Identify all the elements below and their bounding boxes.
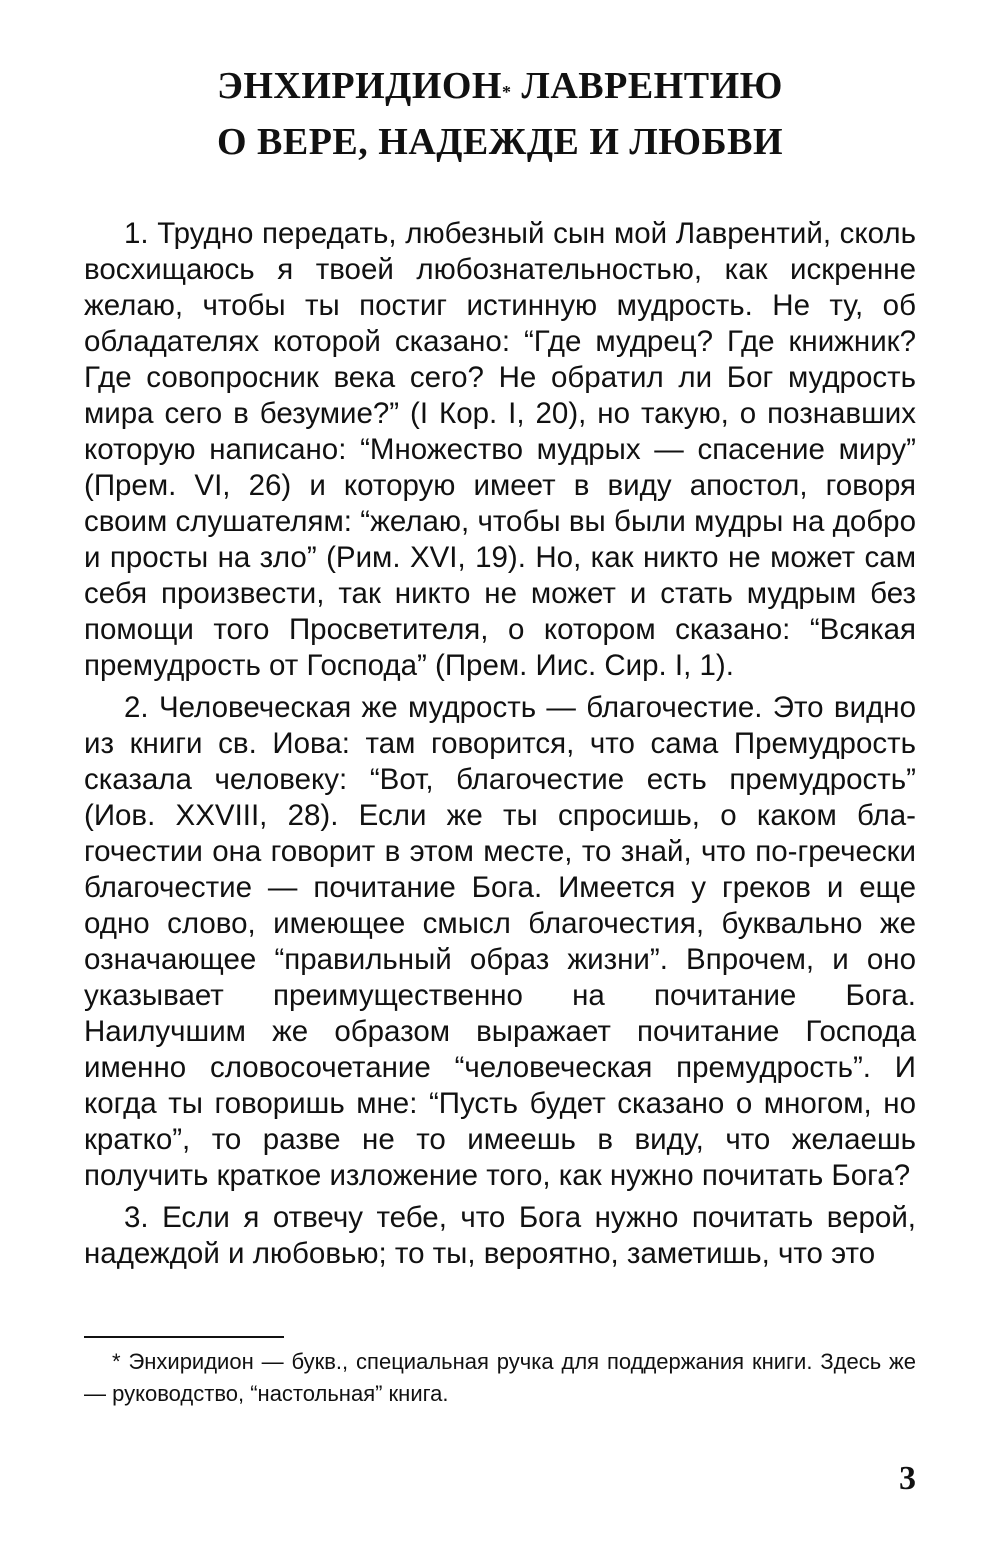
paragraph-2: 2. Человеческая же мудрость — благочестие. Это видно из книги св. Иова: там говорится, что сама Премудрость сказала человеку: “Вот, благочестие есть премудрость” (Иов. XXVIII, 28). Если же ты спросишь, о каком благочестии она говорит в этом месте, то знай, что по-гречески благочестие — почитание Бога. Имеется у греков и еще одно слово, имеющее смысл благочестия, буквально же означающее “правильный образ жизни”. Впрочем, и оно указывает преимущественно на почитание Бога. Наилучшим же образом выражает почитание Господа именно словосочетание “человеческая премудрость”. И когда ты говоришь мне: “Пусть будет сказано о многом, но кратко”, то разве не то имеешь в виду, что желаешь получить краткое изложение того, как нужно почитать Бога? — [84, 691, 916, 1192]
page-number: 3 — [899, 1460, 916, 1497]
chapter-title-line-1 — [84, 58, 916, 114]
main-text — [84, 216, 916, 1278]
chapter-title-line-2: О ВЕРЕ, НАДЕЖДЕ И ЛЮБВИ — [216, 121, 784, 163]
chapter-title-word: ЭНХИРИДИОН — [217, 65, 502, 107]
paragraph-1: 1. Трудно передать, любезный сын мой Лаврентий, сколь восхищаюсь я твоей любознательностью, как искренне желаю, чтобы ты постиг истинную мудрость. Не ту, об обладателях которой сказано: “Где мудрец? Где книжник? Где совопросник века сего? Не обратил ли Бог мудрость мира сего в безумие?” (I Кор. I, 20), но такую, о познавших которую написано: “Множество мудрых — спасение миру” (Прем. VI, 26) и которую имеет в виду апостол, говоря своим слушателям: “желаю, чтобы вы были мудры на добро и просты на зло” (Рим. XVI, 19). Но, как никто не может сам себя произвести, так никто не может и стать мудрым без помощи того Просветителя, о котором сказано: “Всякая премудрость от Господа” (Прем. Иис. Сир. I, 1). — [84, 217, 916, 682]
footnote-marker: * — [502, 82, 512, 102]
chapter-title — [84, 58, 916, 170]
footnote: * Энхиридион — букв., специальная ручка для поддержания книги. Здесь же — руководство, “настольная” книга. — [84, 1349, 916, 1406]
chapter-title-rest: ЛАВРЕНТИЮ — [511, 65, 783, 107]
paragraph-3: 3. Если я отвечу тебе, что Бога нужно почитать верой, надеждой и любовью; то ты, вероятно, заметишь, что это — [84, 1201, 916, 1270]
footnote-divider — [84, 1336, 284, 1338]
